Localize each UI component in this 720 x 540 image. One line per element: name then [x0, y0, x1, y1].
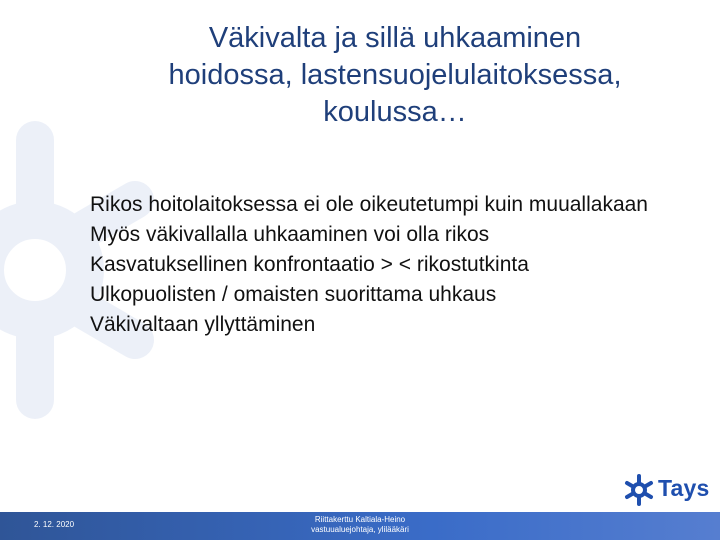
- bullet-item: Kasvatuksellinen konfrontaatio > < rikostutkinta: [90, 253, 529, 276]
- tays-logo: [622, 471, 714, 509]
- bullet-item: Myös väkivallalla uhkaaminen voi olla rikos: [90, 223, 490, 246]
- bullet-item: Rikos hoitolaitoksessa ei ole oikeutetumpi kuin muuallakaan: [90, 193, 648, 216]
- bullet-list: [90, 190, 700, 340]
- bullet-item: Väkivaltaan yllyttäminen: [90, 313, 316, 336]
- footer-author-name: Riittakerttu Kaltiala-Heino: [314, 515, 406, 524]
- footer-author-role: vastuualuejohtaja, ylilääkäri: [311, 525, 409, 534]
- title-line-1: Väkivalta ja sillä uhkaaminen: [208, 22, 582, 54]
- title-line-2: hoidossa, lastensuojelulaitoksessa,: [168, 59, 622, 91]
- footer-author: [250, 515, 470, 535]
- slide-title: [95, 20, 695, 131]
- bullet-item: Ulkopuolisten / omaisten suorittama uhkaus: [90, 283, 497, 306]
- footer-bar: [0, 512, 720, 540]
- title-line-3: koulussa…: [323, 96, 467, 128]
- tays-snowflake-logo-icon: [622, 473, 656, 507]
- footer-date: 2. 12. 2020: [34, 520, 75, 529]
- logo-text: Tays: [658, 475, 710, 501]
